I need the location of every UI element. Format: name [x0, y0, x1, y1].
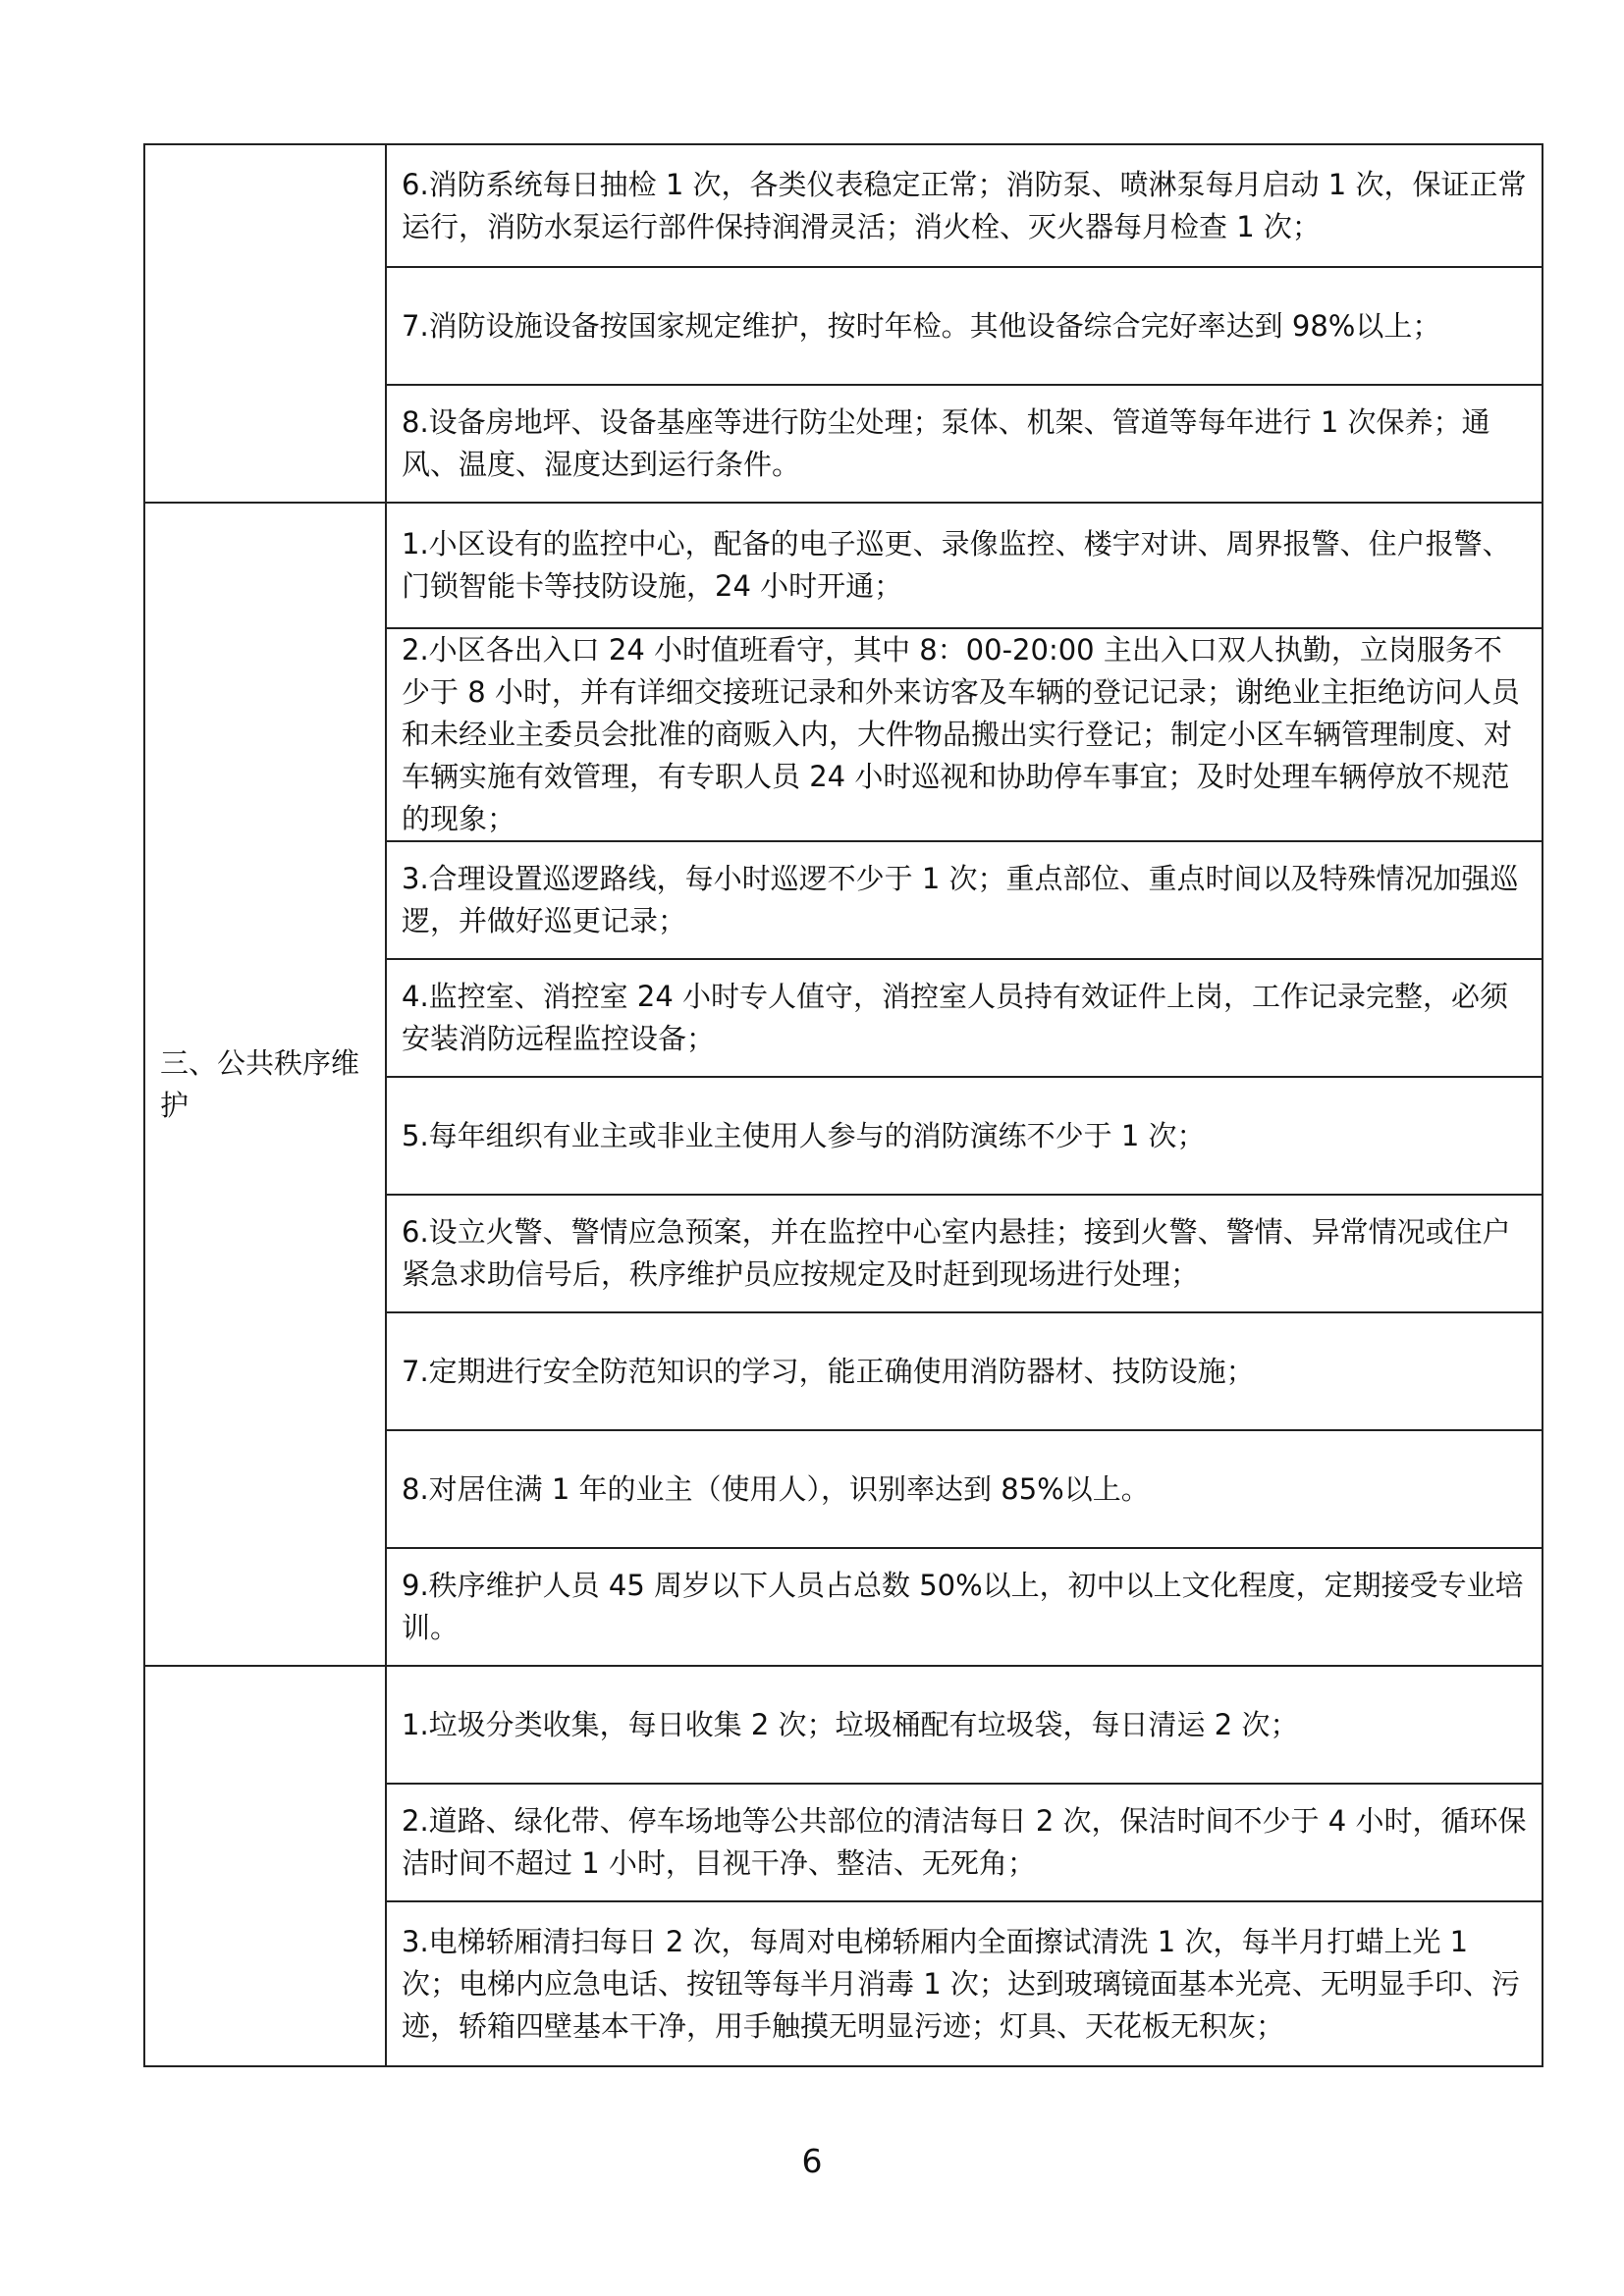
requirement-cell: 7.定期进行安全防范知识的学习，能正确使用消防器材、技防设施；	[386, 1312, 1543, 1430]
standards-table	[143, 143, 1543, 2067]
requirement-cell: 9.秩序维护人员 45 周岁以下人员占总数 50%以上，初中以上文化程度，定期接受专业培训。	[386, 1548, 1543, 1666]
requirement-cell: 1.小区设有的监控中心，配备的电子巡更、录像监控、楼宇对讲、周界报警、住户报警、门锁智能卡等技防设施，24 小时开通；	[386, 503, 1543, 628]
requirement-cell: 2.小区各出入口 24 小时值班看守，其中 8：00-20:00 主出入口双人执勤，立岗服务不少于 8 小时，并有详细交接班记录和外来访客及车辆的登记记录；谢绝业主拒绝访问人员和未经业主委员会批准的商贩入内，大件物品搬出实行登记；制定小区车辆管理制度、对车辆实施有效管理，有专职人员 24 小时巡视和协助停车事宜；及时处理车辆停放不规范的现象；	[386, 628, 1543, 841]
category-cell	[144, 144, 386, 503]
table-row	[144, 144, 1543, 267]
page-number: 6	[801, 2142, 823, 2180]
requirement-cell: 4.监控室、消控室 24 小时专人值守，消控室人员持有效证件上岗，工作记录完整，必须安装消防远程监控设备；	[386, 959, 1543, 1077]
requirement-cell: 2.道路、绿化带、停车场地等公共部位的清洁每日 2 次，保洁时间不少于 4 小时，循环保洁时间不超过 1 小时，目视干净、整洁、无死角；	[386, 1784, 1543, 1901]
requirement-cell: 3.合理设置巡逻路线，每小时巡逻不少于 1 次；重点部位、重点时间以及特殊情况加强巡逻，并做好巡更记录；	[386, 841, 1543, 959]
table-row	[144, 1666, 1543, 1784]
requirement-cell: 6.设立火警、警情应急预案，并在监控中心室内悬挂；接到火警、警情、异常情况或住户紧急求助信号后，秩序维护员应按规定及时赶到现场进行处理；	[386, 1195, 1543, 1312]
requirement-cell: 5.每年组织有业主或非业主使用人参与的消防演练不少于 1 次；	[386, 1077, 1543, 1195]
table-row	[144, 503, 1543, 628]
category-cell	[144, 1666, 386, 2066]
requirement-cell: 8.对居住满 1 年的业主（使用人），识别率达到 85%以上。	[386, 1430, 1543, 1548]
category-cell: 三、公共秩序维护	[144, 503, 386, 1666]
requirement-cell: 7.消防设施设备按国家规定维护，按时年检。其他设备综合完好率达到 98%以上；	[386, 267, 1543, 385]
requirement-cell: 1.垃圾分类收集，每日收集 2 次；垃圾桶配有垃圾袋，每日清运 2 次；	[386, 1666, 1543, 1784]
requirement-cell: 8.设备房地坪、设备基座等进行防尘处理；泵体、机架、管道等每年进行 1 次保养；通风、温度、湿度达到运行条件。	[386, 385, 1543, 503]
requirement-cell: 3.电梯轿厢清扫每日 2 次，每周对电梯轿厢内全面擦试清洗 1 次，每半月打蜡上光 1 次；电梯内应急电话、按钮等每半月消毒 1 次；达到玻璃镜面基本光亮、无明显手印、污迹，轿箱四壁基本干净，用手触摸无明显污迹；灯具、天花板无积灰；	[386, 1901, 1543, 2066]
requirement-cell: 6.消防系统每日抽检 1 次，各类仪表稳定正常；消防泵、喷淋泵每月启动 1 次，保证正常运行，消防水泵运行部件保持润滑灵活；消火栓、灭火器每月检查 1 次；	[386, 144, 1543, 267]
